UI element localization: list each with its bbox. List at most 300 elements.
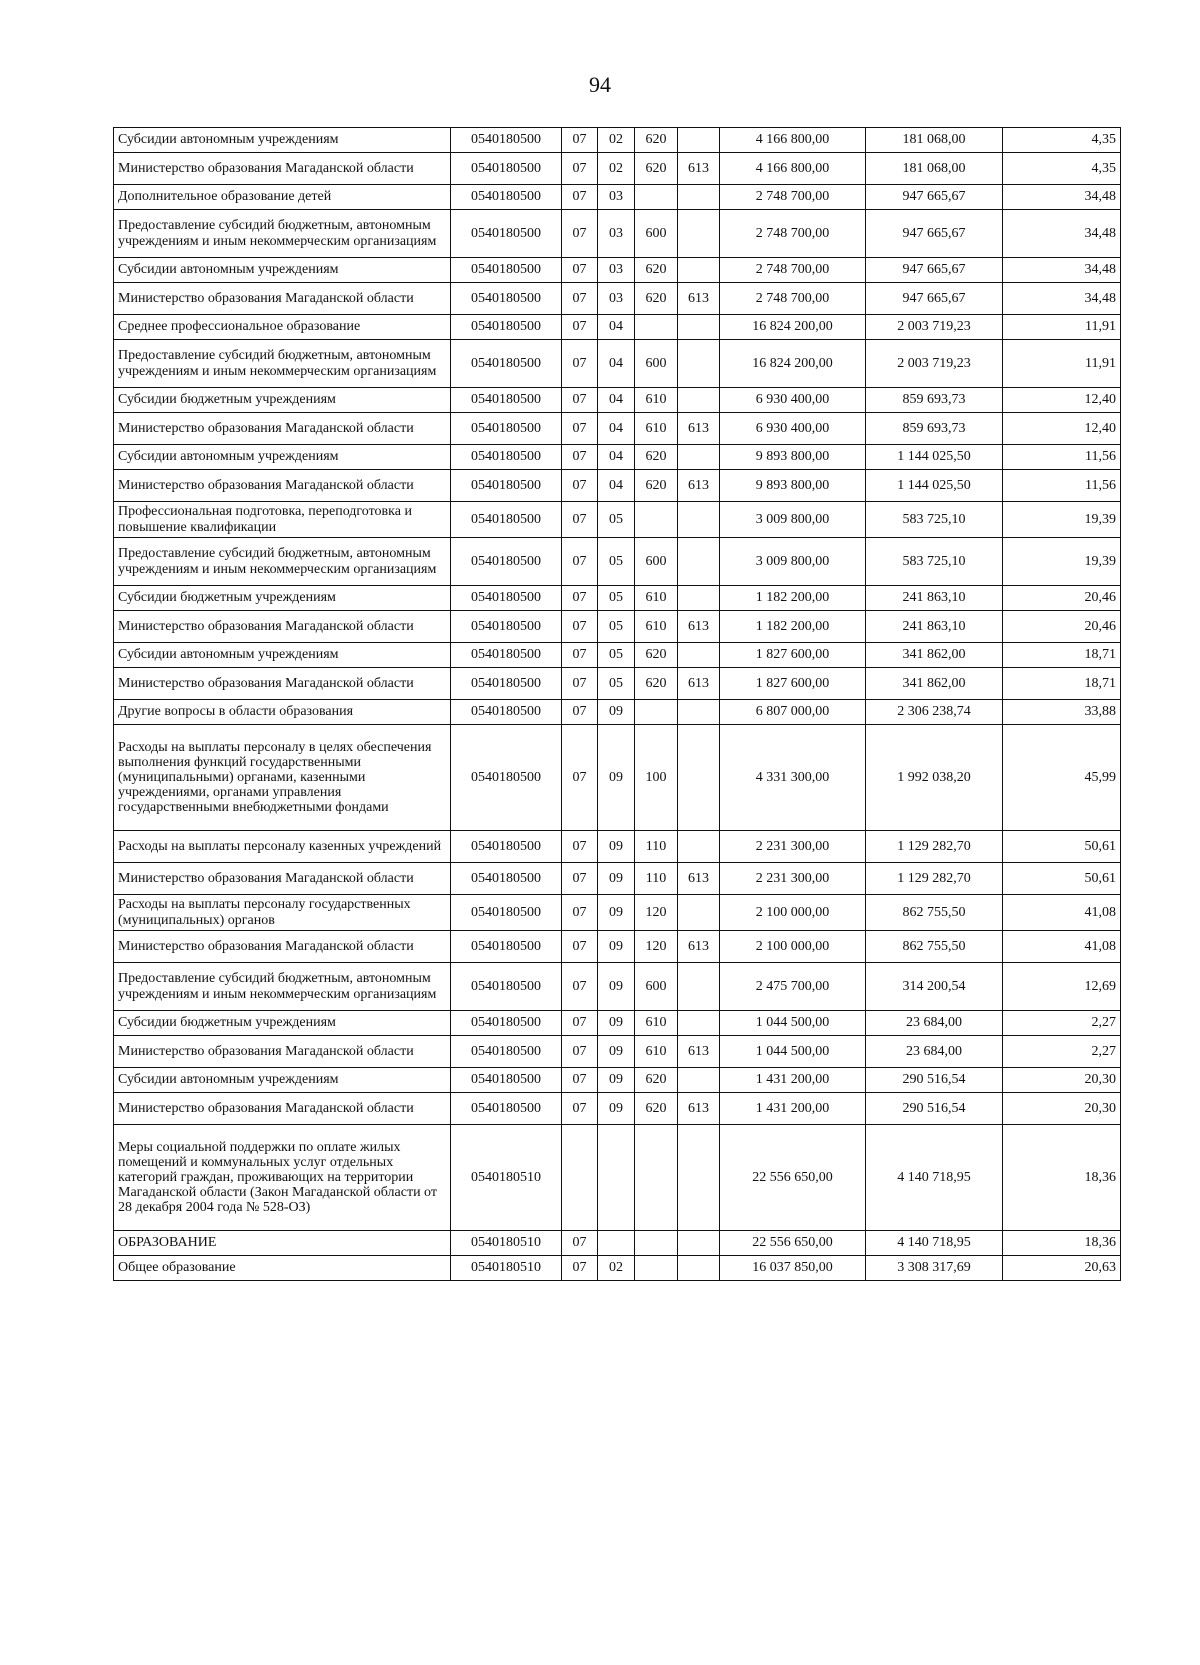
section-code: 07	[562, 470, 598, 502]
target-article-code: 0540180500	[451, 831, 562, 863]
item-name: Расходы на выплаты персоналу государственных (муниципальных) органов	[114, 895, 451, 931]
executed-amount: 2 003 719,23	[866, 340, 1003, 388]
section-code: 07	[562, 340, 598, 388]
executed-amount: 947 665,67	[866, 210, 1003, 258]
target-article-code: 0540180500	[451, 586, 562, 611]
item-name: Общее образование	[114, 1256, 451, 1281]
execution-percent: 50,61	[1003, 863, 1121, 895]
executed-amount: 2 003 719,23	[866, 315, 1003, 340]
table-row	[114, 1093, 1121, 1125]
execution-percent: 11,56	[1003, 470, 1121, 502]
department-code: 613	[678, 1036, 720, 1068]
section-code: 07	[562, 963, 598, 1011]
subsection-code: 05	[598, 643, 635, 668]
item-name: Министерство образования Магаданской области	[114, 283, 451, 315]
executed-amount: 859 693,73	[866, 388, 1003, 413]
executed-amount: 23 684,00	[866, 1036, 1003, 1068]
expense-type-code: 610	[635, 611, 678, 643]
execution-percent: 19,39	[1003, 502, 1121, 538]
executed-amount: 862 755,50	[866, 931, 1003, 963]
department-code	[678, 128, 720, 153]
approved-amount: 1 044 500,00	[720, 1036, 866, 1068]
section-code: 07	[562, 210, 598, 258]
section-code: 07	[562, 388, 598, 413]
section-code: 07	[562, 643, 598, 668]
expense-type-code: 100	[635, 725, 678, 831]
table-row	[114, 283, 1121, 315]
expense-type-code: 620	[635, 470, 678, 502]
item-name: Министерство образования Магаданской области	[114, 1093, 451, 1125]
target-article-code: 0540180500	[451, 1011, 562, 1036]
executed-amount: 181 068,00	[866, 153, 1003, 185]
department-code: 613	[678, 470, 720, 502]
subsection-code: 05	[598, 538, 635, 586]
table-row	[114, 1011, 1121, 1036]
executed-amount: 1 129 282,70	[866, 831, 1003, 863]
target-article-code: 0540180500	[451, 1093, 562, 1125]
department-code	[678, 1231, 720, 1256]
executed-amount: 862 755,50	[866, 895, 1003, 931]
execution-percent: 11,91	[1003, 315, 1121, 340]
subsection-code: 04	[598, 340, 635, 388]
subsection-code: 03	[598, 185, 635, 210]
department-code: 613	[678, 931, 720, 963]
item-name: Субсидии бюджетным учреждениям	[114, 586, 451, 611]
subsection-code: 09	[598, 700, 635, 725]
section-code: 07	[562, 895, 598, 931]
section-code: 07	[562, 700, 598, 725]
expense-type-code	[635, 315, 678, 340]
department-code	[678, 340, 720, 388]
table-row	[114, 153, 1121, 185]
approved-amount: 2 100 000,00	[720, 895, 866, 931]
subsection-code: 09	[598, 725, 635, 831]
expense-type-code: 600	[635, 340, 678, 388]
item-name: Министерство образования Магаданской области	[114, 863, 451, 895]
expense-type-code: 610	[635, 388, 678, 413]
item-name: Министерство образования Магаданской области	[114, 413, 451, 445]
target-article-code: 0540180500	[451, 315, 562, 340]
item-name: Предоставление субсидий бюджетным, автономным учреждениям и иным некоммерческим организациям	[114, 963, 451, 1011]
table-row	[114, 1231, 1121, 1256]
subsection-code: 04	[598, 470, 635, 502]
expense-type-code: 620	[635, 668, 678, 700]
section-code: 07	[562, 1011, 598, 1036]
approved-amount: 22 556 650,00	[720, 1231, 866, 1256]
table-row	[114, 931, 1121, 963]
target-article-code: 0540180500	[451, 502, 562, 538]
target-article-code: 0540180500	[451, 611, 562, 643]
executed-amount: 859 693,73	[866, 413, 1003, 445]
executed-amount: 947 665,67	[866, 258, 1003, 283]
target-article-code: 0540180500	[451, 470, 562, 502]
execution-percent: 2,27	[1003, 1011, 1121, 1036]
executed-amount: 314 200,54	[866, 963, 1003, 1011]
department-code	[678, 1125, 720, 1231]
item-name: Субсидии автономным учреждениям	[114, 445, 451, 470]
department-code	[678, 258, 720, 283]
subsection-code: 09	[598, 1093, 635, 1125]
item-name: Меры социальной поддержки по оплате жилых помещений и коммунальных услуг отдельных категорий граждан, проживающих на территории Магаданской области (Закон Магаданской области от 28 декабря 2004 года № 528-ОЗ)	[114, 1125, 451, 1231]
execution-percent: 18,36	[1003, 1231, 1121, 1256]
section-code: 07	[562, 1256, 598, 1281]
subsection-code: 09	[598, 931, 635, 963]
approved-amount: 2 475 700,00	[720, 963, 866, 1011]
target-article-code: 0540180500	[451, 668, 562, 700]
execution-percent: 12,69	[1003, 963, 1121, 1011]
table-row	[114, 586, 1121, 611]
target-article-code: 0540180510	[451, 1231, 562, 1256]
approved-amount: 3 009 800,00	[720, 538, 866, 586]
section-code: 07	[562, 931, 598, 963]
department-code	[678, 538, 720, 586]
section-code: 07	[562, 863, 598, 895]
execution-percent: 4,35	[1003, 153, 1121, 185]
table-row	[114, 1068, 1121, 1093]
expense-type-code	[635, 700, 678, 725]
table-row	[114, 895, 1121, 931]
department-code: 613	[678, 413, 720, 445]
subsection-code: 09	[598, 863, 635, 895]
executed-amount: 23 684,00	[866, 1011, 1003, 1036]
executed-amount: 583 725,10	[866, 502, 1003, 538]
department-code	[678, 1068, 720, 1093]
item-name: Министерство образования Магаданской области	[114, 611, 451, 643]
expense-type-code: 610	[635, 586, 678, 611]
execution-percent: 41,08	[1003, 931, 1121, 963]
subsection-code: 05	[598, 586, 635, 611]
expense-type-code: 120	[635, 931, 678, 963]
approved-amount: 1 827 600,00	[720, 668, 866, 700]
target-article-code: 0540180500	[451, 725, 562, 831]
execution-percent: 11,91	[1003, 340, 1121, 388]
subsection-code: 03	[598, 283, 635, 315]
target-article-code: 0540180500	[451, 283, 562, 315]
item-name: Министерство образования Магаданской области	[114, 1036, 451, 1068]
department-code	[678, 315, 720, 340]
expense-type-code: 610	[635, 413, 678, 445]
executed-amount: 1 144 025,50	[866, 470, 1003, 502]
subsection-code: 03	[598, 210, 635, 258]
department-code: 613	[678, 611, 720, 643]
table-row	[114, 1256, 1121, 1281]
item-name: ОБРАЗОВАНИЕ	[114, 1231, 451, 1256]
table-row	[114, 185, 1121, 210]
table-row	[114, 831, 1121, 863]
approved-amount: 4 166 800,00	[720, 153, 866, 185]
execution-percent: 4,35	[1003, 128, 1121, 153]
item-name: Субсидии бюджетным учреждениям	[114, 1011, 451, 1036]
target-article-code: 0540180500	[451, 863, 562, 895]
executed-amount: 341 862,00	[866, 643, 1003, 668]
item-name: Предоставление субсидий бюджетным, автономным учреждениям и иным некоммерческим организациям	[114, 538, 451, 586]
executed-amount: 4 140 718,95	[866, 1231, 1003, 1256]
approved-amount: 1 431 200,00	[720, 1093, 866, 1125]
department-code	[678, 725, 720, 831]
subsection-code: 04	[598, 445, 635, 470]
table-row	[114, 340, 1121, 388]
section-code: 07	[562, 502, 598, 538]
execution-percent: 11,56	[1003, 445, 1121, 470]
target-article-code: 0540180500	[451, 1036, 562, 1068]
expense-type-code: 620	[635, 445, 678, 470]
expense-type-code: 110	[635, 863, 678, 895]
table-row	[114, 470, 1121, 502]
subsection-code: 04	[598, 388, 635, 413]
expense-type-code: 600	[635, 538, 678, 586]
approved-amount: 9 893 800,00	[720, 470, 866, 502]
department-code: 613	[678, 863, 720, 895]
approved-amount: 2 748 700,00	[720, 210, 866, 258]
item-name: Субсидии автономным учреждениям	[114, 258, 451, 283]
section-code: 07	[562, 153, 598, 185]
execution-percent: 45,99	[1003, 725, 1121, 831]
target-article-code: 0540180500	[451, 931, 562, 963]
approved-amount: 1 431 200,00	[720, 1068, 866, 1093]
section-code: 07	[562, 1231, 598, 1256]
item-name: Министерство образования Магаданской области	[114, 470, 451, 502]
section-code: 07	[562, 445, 598, 470]
approved-amount: 2 748 700,00	[720, 185, 866, 210]
executed-amount: 947 665,67	[866, 283, 1003, 315]
execution-percent: 20,30	[1003, 1068, 1121, 1093]
target-article-code: 0540180500	[451, 700, 562, 725]
table-row	[114, 700, 1121, 725]
execution-percent: 20,30	[1003, 1093, 1121, 1125]
target-article-code: 0540180500	[451, 445, 562, 470]
execution-percent: 34,48	[1003, 258, 1121, 283]
item-name: Среднее профессиональное образование	[114, 315, 451, 340]
subsection-code: 05	[598, 502, 635, 538]
table-row	[114, 210, 1121, 258]
approved-amount: 4 166 800,00	[720, 128, 866, 153]
execution-percent: 18,71	[1003, 643, 1121, 668]
execution-percent: 19,39	[1003, 538, 1121, 586]
expense-type-code	[635, 502, 678, 538]
execution-percent: 20,46	[1003, 586, 1121, 611]
item-name: Расходы на выплаты персоналу казенных учреждений	[114, 831, 451, 863]
department-code	[678, 586, 720, 611]
approved-amount: 1 827 600,00	[720, 643, 866, 668]
table-row	[114, 315, 1121, 340]
executed-amount: 3 308 317,69	[866, 1256, 1003, 1281]
department-code: 613	[678, 153, 720, 185]
expense-type-code: 610	[635, 1036, 678, 1068]
section-code: 07	[562, 283, 598, 315]
department-code: 613	[678, 283, 720, 315]
page-number: 94	[589, 72, 611, 97]
approved-amount: 16 824 200,00	[720, 315, 866, 340]
subsection-code: 09	[598, 831, 635, 863]
item-name: Другие вопросы в области образования	[114, 700, 451, 725]
subsection-code: 05	[598, 668, 635, 700]
expense-type-code	[635, 1125, 678, 1231]
section-code	[562, 1125, 598, 1231]
expense-type-code: 610	[635, 1011, 678, 1036]
executed-amount: 583 725,10	[866, 538, 1003, 586]
expense-type-code	[635, 185, 678, 210]
approved-amount: 9 893 800,00	[720, 445, 866, 470]
item-name: Министерство образования Магаданской области	[114, 153, 451, 185]
section-code: 07	[562, 258, 598, 283]
expense-type-code: 620	[635, 1093, 678, 1125]
execution-percent: 12,40	[1003, 413, 1121, 445]
section-code: 07	[562, 611, 598, 643]
section-code: 07	[562, 128, 598, 153]
expense-type-code: 620	[635, 283, 678, 315]
execution-percent: 2,27	[1003, 1036, 1121, 1068]
executed-amount: 341 862,00	[866, 668, 1003, 700]
execution-percent: 18,71	[1003, 668, 1121, 700]
item-name: Субсидии автономным учреждениям	[114, 1068, 451, 1093]
item-name: Профессиональная подготовка, переподготовка и повышение квалификации	[114, 502, 451, 538]
approved-amount: 2 748 700,00	[720, 258, 866, 283]
execution-percent: 18,36	[1003, 1125, 1121, 1231]
expense-type-code	[635, 1256, 678, 1281]
department-code	[678, 831, 720, 863]
approved-amount: 3 009 800,00	[720, 502, 866, 538]
subsection-code: 04	[598, 315, 635, 340]
table-row	[114, 388, 1121, 413]
execution-percent: 34,48	[1003, 210, 1121, 258]
department-code	[678, 963, 720, 1011]
target-article-code: 0540180500	[451, 895, 562, 931]
approved-amount: 16 824 200,00	[720, 340, 866, 388]
executed-amount: 2 306 238,74	[866, 700, 1003, 725]
target-article-code: 0540180500	[451, 210, 562, 258]
item-name: Субсидии автономным учреждениям	[114, 643, 451, 668]
section-code: 07	[562, 1093, 598, 1125]
table-row	[114, 963, 1121, 1011]
section-code: 07	[562, 586, 598, 611]
target-article-code: 0540180500	[451, 153, 562, 185]
item-name: Расходы на выплаты персоналу в целях обеспечения выполнения функций государственными (муниципальными) органами, казенными учреждениями, органами управления государственными внебюджетными фондами	[114, 725, 451, 831]
approved-amount: 2 100 000,00	[720, 931, 866, 963]
section-code: 07	[562, 185, 598, 210]
item-name: Субсидии автономным учреждениям	[114, 128, 451, 153]
table-row	[114, 611, 1121, 643]
target-article-code: 0540180510	[451, 1256, 562, 1281]
target-article-code: 0540180500	[451, 1068, 562, 1093]
expense-type-code: 620	[635, 128, 678, 153]
subsection-code	[598, 1231, 635, 1256]
department-code: 613	[678, 668, 720, 700]
subsection-code: 09	[598, 963, 635, 1011]
target-article-code: 0540180510	[451, 1125, 562, 1231]
item-name: Предоставление субсидий бюджетным, автономным учреждениям и иным некоммерческим организациям	[114, 210, 451, 258]
approved-amount: 2 748 700,00	[720, 283, 866, 315]
item-name: Министерство образования Магаданской области	[114, 668, 451, 700]
executed-amount: 290 516,54	[866, 1068, 1003, 1093]
executed-amount: 1 144 025,50	[866, 445, 1003, 470]
item-name: Предоставление субсидий бюджетным, автономным учреждениям и иным некоммерческим организациям	[114, 340, 451, 388]
execution-percent: 20,46	[1003, 611, 1121, 643]
subsection-code: 02	[598, 1256, 635, 1281]
section-code: 07	[562, 413, 598, 445]
expense-type-code: 110	[635, 831, 678, 863]
table-row	[114, 1125, 1121, 1231]
target-article-code: 0540180500	[451, 388, 562, 413]
executed-amount: 1 992 038,20	[866, 725, 1003, 831]
approved-amount: 6 930 400,00	[720, 413, 866, 445]
executed-amount: 241 863,10	[866, 611, 1003, 643]
expense-type-code: 620	[635, 643, 678, 668]
approved-amount: 6 930 400,00	[720, 388, 866, 413]
expense-type-code: 120	[635, 895, 678, 931]
table-row	[114, 668, 1121, 700]
executed-amount: 181 068,00	[866, 128, 1003, 153]
department-code	[678, 1011, 720, 1036]
expense-type-code: 600	[635, 210, 678, 258]
table-row	[114, 643, 1121, 668]
expense-type-code	[635, 1231, 678, 1256]
subsection-code: 09	[598, 1011, 635, 1036]
target-article-code: 0540180500	[451, 185, 562, 210]
executed-amount: 241 863,10	[866, 586, 1003, 611]
section-code: 07	[562, 538, 598, 586]
table-row	[114, 413, 1121, 445]
approved-amount: 2 231 300,00	[720, 831, 866, 863]
budget-table	[113, 127, 1121, 1281]
target-article-code: 0540180500	[451, 258, 562, 283]
department-code	[678, 185, 720, 210]
department-code	[678, 388, 720, 413]
table-row	[114, 538, 1121, 586]
execution-percent: 20,63	[1003, 1256, 1121, 1281]
expense-type-code: 620	[635, 1068, 678, 1093]
table-row	[114, 258, 1121, 283]
target-article-code: 0540180500	[451, 643, 562, 668]
approved-amount: 1 044 500,00	[720, 1011, 866, 1036]
execution-percent: 34,48	[1003, 283, 1121, 315]
table-row	[114, 128, 1121, 153]
section-code: 07	[562, 831, 598, 863]
approved-amount: 6 807 000,00	[720, 700, 866, 725]
department-code	[678, 643, 720, 668]
section-code: 07	[562, 725, 598, 831]
table-row	[114, 725, 1121, 831]
executed-amount: 290 516,54	[866, 1093, 1003, 1125]
subsection-code: 03	[598, 258, 635, 283]
subsection-code: 09	[598, 1036, 635, 1068]
subsection-code: 04	[598, 413, 635, 445]
subsection-code: 02	[598, 128, 635, 153]
department-code: 613	[678, 1093, 720, 1125]
table-row	[114, 863, 1121, 895]
subsection-code: 05	[598, 611, 635, 643]
department-code	[678, 700, 720, 725]
section-code: 07	[562, 1068, 598, 1093]
item-name: Министерство образования Магаданской области	[114, 931, 451, 963]
approved-amount: 1 182 200,00	[720, 611, 866, 643]
table-row	[114, 1036, 1121, 1068]
department-code	[678, 1256, 720, 1281]
approved-amount: 16 037 850,00	[720, 1256, 866, 1281]
target-article-code: 0540180500	[451, 128, 562, 153]
section-code: 07	[562, 315, 598, 340]
executed-amount: 947 665,67	[866, 185, 1003, 210]
execution-percent: 41,08	[1003, 895, 1121, 931]
expense-type-code: 620	[635, 153, 678, 185]
expense-type-code: 620	[635, 258, 678, 283]
approved-amount: 1 182 200,00	[720, 586, 866, 611]
department-code	[678, 210, 720, 258]
subsection-code: 09	[598, 895, 635, 931]
approved-amount: 2 231 300,00	[720, 863, 866, 895]
execution-percent: 50,61	[1003, 831, 1121, 863]
execution-percent: 12,40	[1003, 388, 1121, 413]
target-article-code: 0540180500	[451, 538, 562, 586]
